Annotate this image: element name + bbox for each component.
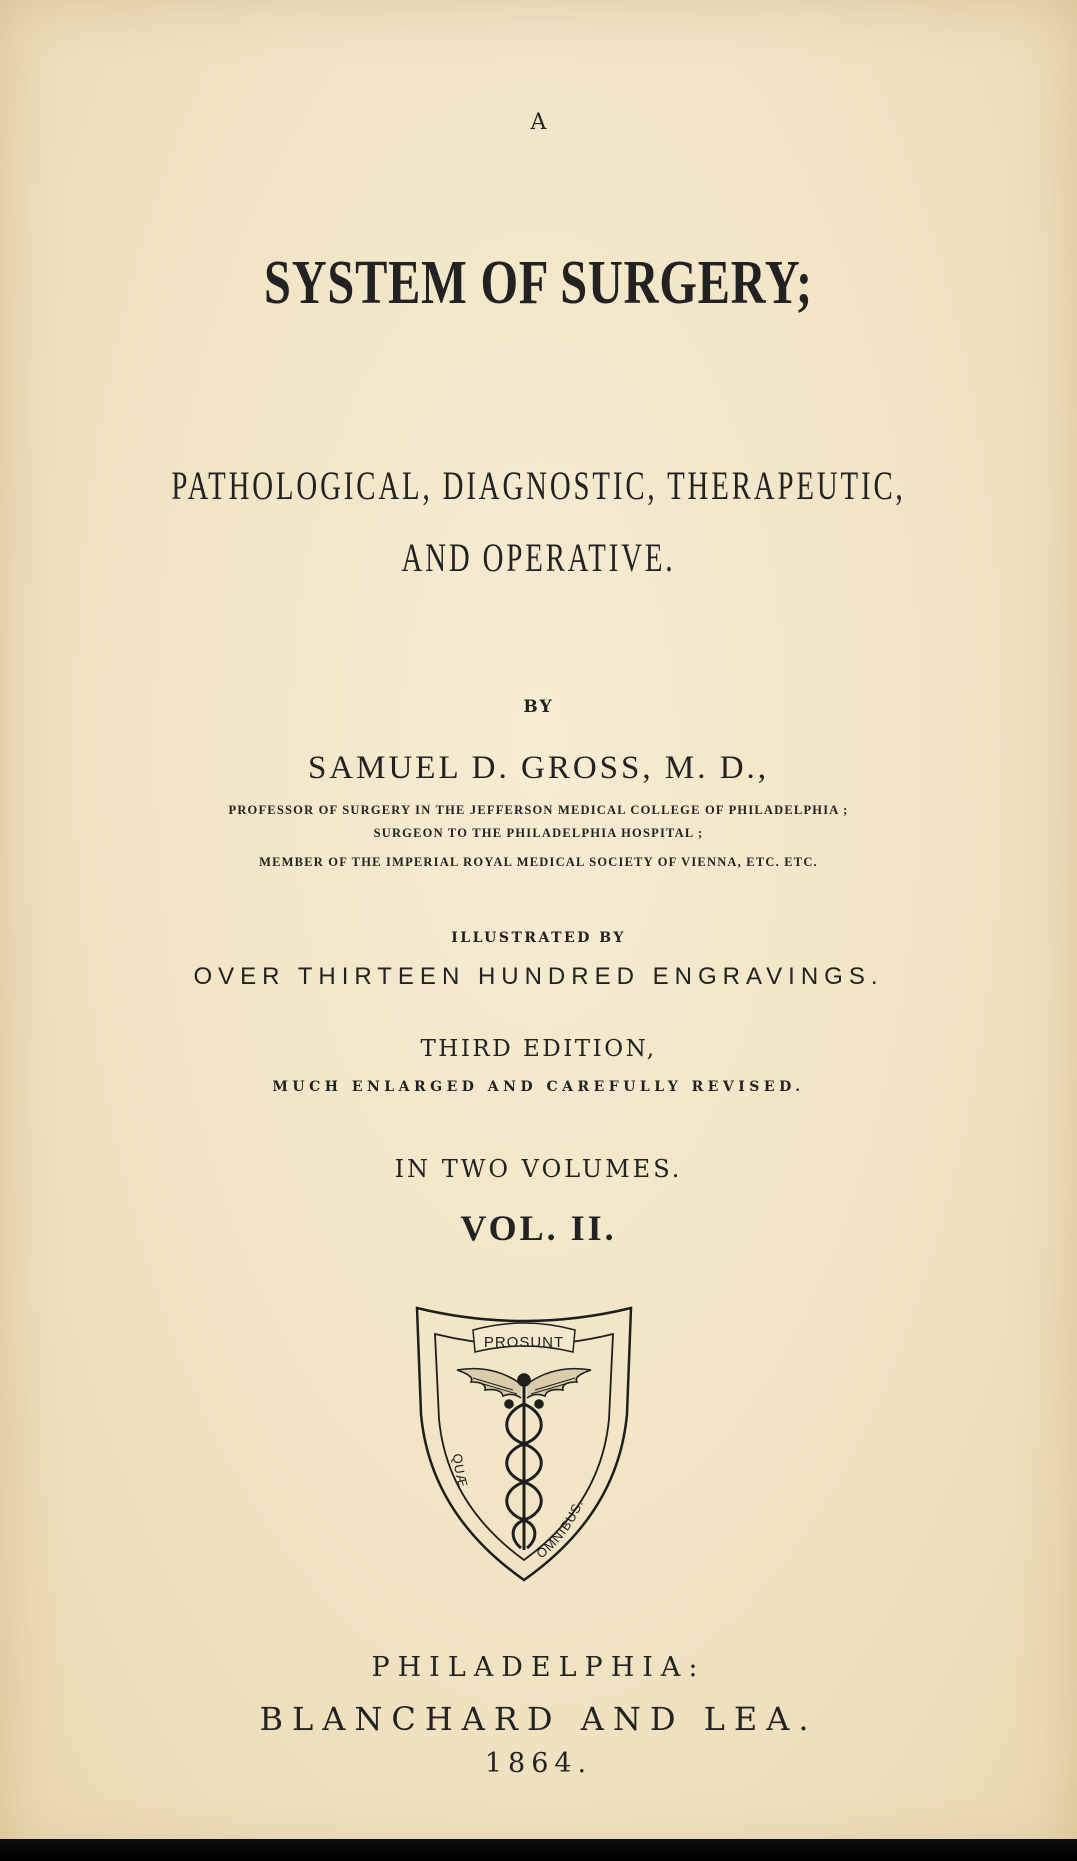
revision-note: MUCH ENLARGED AND CAREFULLY REVISED.	[272, 1079, 805, 1095]
volume-count: IN TWO VOLUMES.	[394, 1155, 683, 1183]
motto-right: OMNIBUS.	[533, 1496, 587, 1562]
svg-text:QUÆ	[450, 1453, 471, 1490]
book-title: SYSTEM OF SURGERY;	[264, 249, 813, 317]
engravings-count: OVER THIRTEEN HUNDRED ENGRAVINGS.	[193, 963, 884, 990]
credential-line: PROFESSOR OF SURGERY IN THE JEFFERSON MEDICAL COLLEGE OF PHILADELPHIA ;	[228, 803, 849, 817]
volume-number: VOL. II.	[460, 1208, 617, 1248]
subtitle-line-2: AND OPERATIVE.	[401, 535, 676, 580]
by-line: BY	[523, 697, 554, 717]
subtitle-line-1: PATHOLOGICAL, DIAGNOSTIC, THERAPEUTIC,	[171, 463, 906, 508]
publisher-seal	[413, 1304, 635, 1584]
imprint-city: PHILADELPHIA:	[371, 1652, 706, 1683]
motto-top: PROSUNT	[483, 1334, 565, 1351]
illustrated-by: ILLUSTRATED BY	[451, 930, 626, 946]
credential-line: SURGEON TO THE PHILADELPHIA HOSPITAL ;	[373, 826, 704, 840]
credential-line: MEMBER OF THE IMPERIAL ROYAL MEDICAL SOCIETY OF VIENNA, ETC. ETC.	[259, 855, 818, 869]
imprint-year: 1864.	[484, 1748, 593, 1779]
motto-left: QUÆ	[449, 1452, 471, 1490]
imprint-publisher: BLANCHARD AND LEA.	[259, 1700, 818, 1738]
author-name: SAMUEL D. GROSS, M. D.,	[307, 750, 770, 786]
title-article: A	[530, 110, 547, 135]
edition-label: THIRD EDITION,	[420, 1036, 657, 1062]
